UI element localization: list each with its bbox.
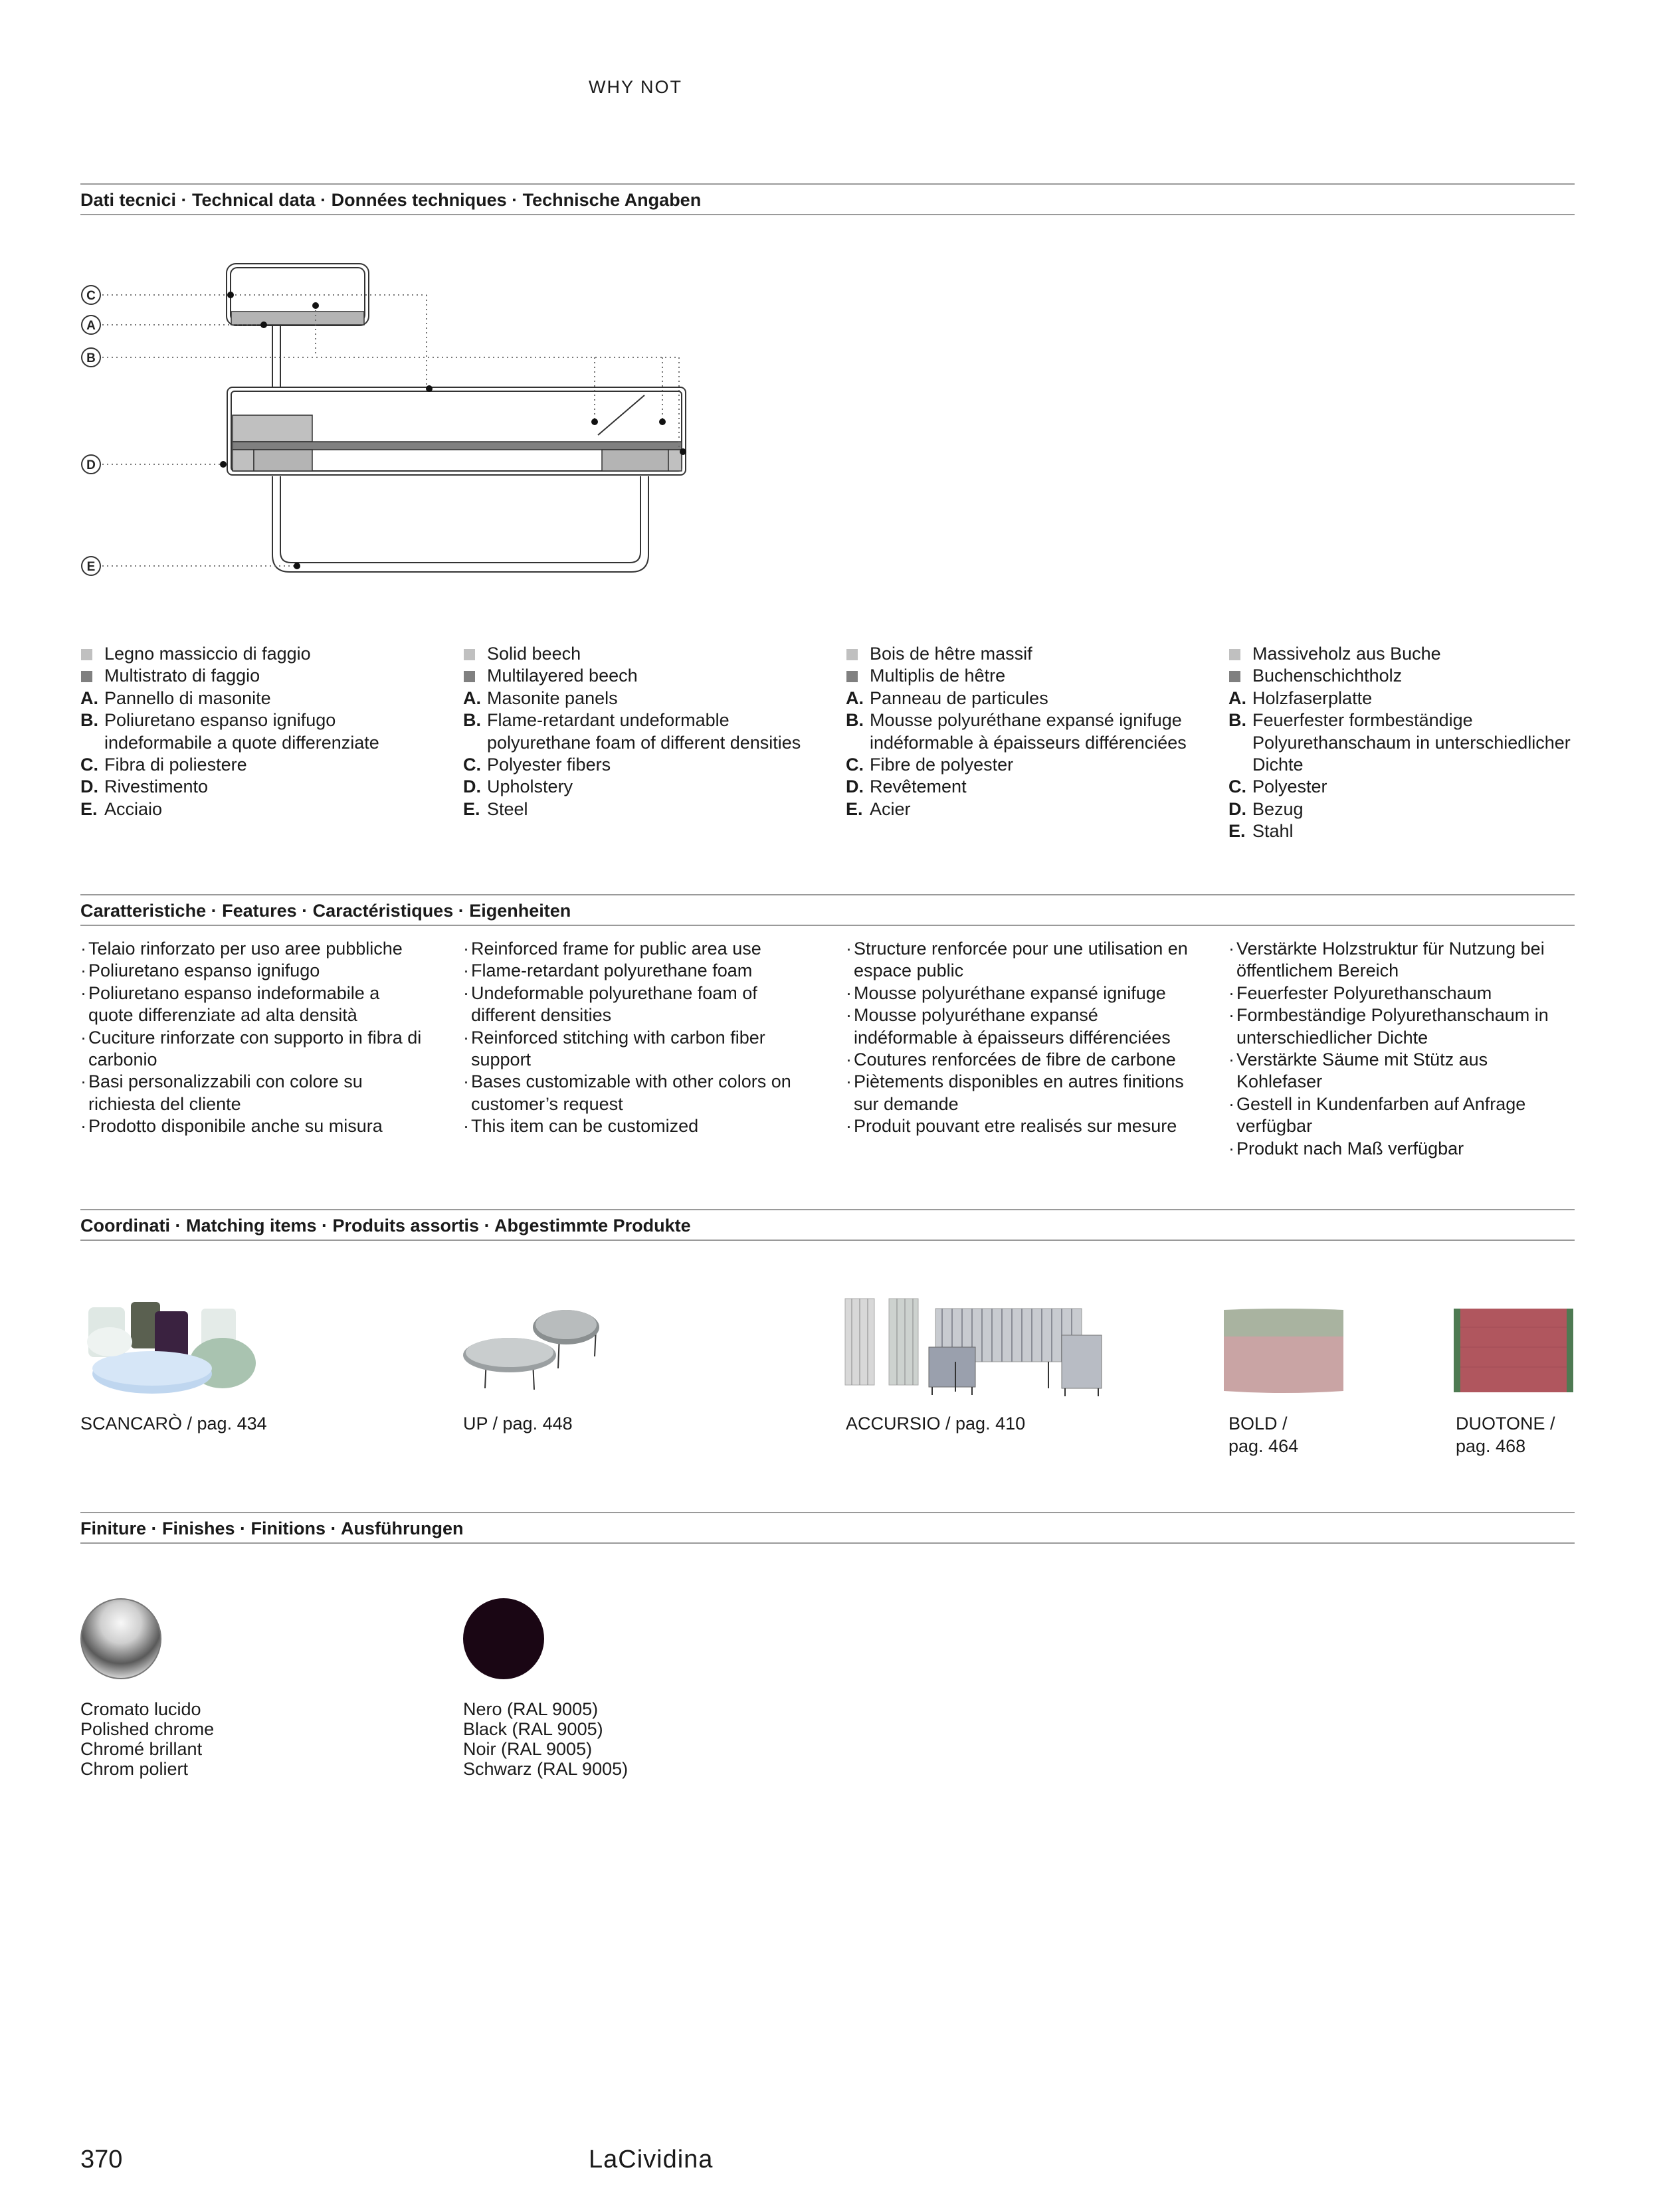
page-number: 370	[80, 2146, 123, 2173]
materials-fr	[846, 643, 1191, 820]
legend-item: A. Panneau de particules	[846, 688, 1048, 708]
feature-item: · Mousse polyuréthane expansé indéformable à épaisseurs différenciées	[846, 1004, 1191, 1049]
callout-label: C	[86, 289, 96, 303]
features-it	[80, 938, 426, 1138]
legend-item: C. Fibra di poliestere	[80, 755, 247, 775]
legend-item: C. Polyester fibers	[463, 755, 611, 775]
section-rule-bottom	[80, 1542, 1575, 1544]
matching-label: UP / pag. 448	[463, 1414, 573, 1433]
legend-item: B. Mousse polyuréthane expansé ignifuge indéformable à épaisseurs différenciées	[846, 710, 1187, 753]
legend-item: Bois de hêtre massif	[846, 643, 1191, 665]
legend-item: E. Acier	[846, 798, 911, 819]
legend-item: D. Revêtement	[846, 777, 967, 797]
feature-item: · Poliuretano espanso indeformabile a quote differenziate ad alta densità	[80, 982, 426, 1027]
callout-label: A	[86, 319, 96, 333]
bold-image[interactable]	[1221, 1307, 1346, 1395]
matching-label: DUOTONE /	[1456, 1414, 1555, 1433]
matching-label: ACCURSIO / pag. 410	[846, 1414, 1026, 1433]
legend-item: Multiplis de hêtre	[846, 665, 1191, 687]
feature-item: · Telaio rinforzato per uso aree pubbliche	[80, 938, 426, 960]
section-rule-bottom	[80, 1240, 1575, 1241]
feature-item: · Piètements disponibles en autres finitions sur demande	[846, 1071, 1191, 1115]
solid-beech-swatch	[81, 649, 92, 660]
multilayer-beech-swatch	[81, 671, 92, 682]
matching-item-scancaro[interactable]	[80, 1412, 267, 1435]
solid-beech-swatch	[1229, 649, 1240, 660]
feature-item: · Reinforced stitching with carbon fiber support	[463, 1027, 809, 1071]
feature-item: · Bases customizable with other colors on customer’s request	[463, 1071, 809, 1115]
matching-item-duotone[interactable]	[1456, 1412, 1555, 1457]
section-title-matching: Coordinati · Matching items · Produits assortis · Abgestimmte Produkte	[80, 1216, 691, 1236]
legend-item: C. Polyester	[1228, 777, 1327, 797]
duotone-image[interactable]	[1452, 1307, 1575, 1395]
feature-item: · Poliuretano espanso ignifugo	[80, 960, 426, 982]
chrome-finish-swatch[interactable]	[80, 1598, 161, 1679]
finish-label: Polished chrome	[80, 1719, 215, 1739]
feature-item: · Undeformable polyurethane foam of different densities	[463, 982, 809, 1027]
features-en	[463, 938, 809, 1138]
feature-item: · Basi personalizzabili con colore su richiesta del cliente	[80, 1071, 426, 1115]
solid-beech-swatch	[846, 649, 858, 660]
feature-item: · Feuerfester Polyurethanschaum	[1228, 982, 1574, 1004]
matching-item-up[interactable]	[463, 1412, 573, 1435]
feature-item: · Produkt nach Maß verfügbar	[1228, 1138, 1574, 1160]
feature-item: · Coutures renforcées de fibre de carbone	[846, 1049, 1191, 1071]
legend-item: E. Acciaio	[80, 798, 163, 819]
finish-label: Chrom poliert	[80, 1759, 189, 1779]
brand-name: LaCividina	[589, 2146, 714, 2173]
matching-label: SCANCARÒ / pag. 434	[80, 1414, 267, 1433]
materials-en	[463, 643, 809, 820]
finish-label: Chromé brillant	[80, 1739, 203, 1759]
legend-item: A. Masonite panels	[463, 688, 618, 708]
finish-chrome-labels	[80, 1699, 214, 1779]
feature-item: · Prodotto disponibile anche su misura	[80, 1115, 426, 1137]
legend-item: Legno massiccio di faggio	[80, 643, 426, 665]
finish-label: Cromato lucido	[80, 1699, 201, 1719]
legend-item: Multistrato di faggio	[80, 665, 426, 687]
legend-item: D. Rivestimento	[80, 777, 209, 797]
legend-item: B. Poliuretano espanso ignifugo indeformabile a quote differenziate	[80, 710, 379, 753]
legend-item: D. Bezug	[1228, 798, 1304, 819]
finish-label: Nero (RAL 9005)	[463, 1699, 599, 1719]
finish-label: Schwarz (RAL 9005)	[463, 1759, 629, 1779]
matching-label: pag. 468	[1456, 1436, 1526, 1456]
legend-item: E. Stahl	[1228, 821, 1294, 842]
finish-black-labels	[463, 1699, 628, 1779]
section-rule-top	[80, 183, 1575, 185]
matching-label: pag. 464	[1228, 1436, 1299, 1456]
section-title-finishes: Finiture · Finishes · Finitions · Ausführungen	[80, 1519, 464, 1538]
section-title-features: Caratteristiche · Features · Caractéristiques · Eigenheiten	[80, 901, 571, 921]
legend-item: E. Steel	[463, 798, 528, 819]
legend-item: B. Flame-retardant undeformable polyurethane foam of different densities	[463, 710, 801, 753]
multilayer-beech-swatch	[846, 671, 858, 682]
features-de	[1228, 938, 1574, 1160]
finish-label: Black (RAL 9005)	[463, 1719, 603, 1739]
section-title-technical: Dati tecnici · Technical data · Données techniques · Technische Angaben	[80, 190, 702, 210]
technical-drawing	[73, 256, 698, 588]
callout-label: D	[86, 458, 96, 472]
feature-item: · Gestell in Kundenfarben auf Anfrage verfügbar	[1228, 1093, 1574, 1138]
matching-item-bold[interactable]	[1228, 1412, 1298, 1457]
feature-item: · This item can be customized	[463, 1115, 809, 1137]
legend-item: A. Pannello di masonite	[80, 688, 271, 708]
feature-item: · Verstärkte Säume mit Stütz aus Kohlefaser	[1228, 1049, 1574, 1093]
section-rule-top	[80, 1209, 1575, 1210]
legend-item: D. Upholstery	[463, 777, 573, 797]
feature-item: · Cuciture rinforzate con supporto in fibra di carbonio	[80, 1027, 426, 1071]
features-fr	[846, 938, 1191, 1138]
legend-item: Multilayered beech	[463, 665, 809, 687]
product-name: WHY NOT	[589, 77, 682, 97]
legend-item: B. Feuerfester formbeständige Polyurethanschaum in unterschiedlicher Dichte	[1228, 710, 1571, 775]
feature-item: · Verstärkte Holzstruktur für Nutzung bei öffentlichem Bereich	[1228, 938, 1574, 982]
feature-item: · Flame-retardant polyurethane foam	[463, 960, 809, 982]
legend-item: C. Fibre de polyester	[846, 755, 1014, 775]
legend-item: A. Holzfaserplatte	[1228, 688, 1373, 708]
feature-item: · Structure renforcée pour une utilisation en espace public	[846, 938, 1191, 982]
multilayer-beech-swatch	[464, 671, 475, 682]
matching-label: BOLD /	[1228, 1414, 1288, 1433]
feature-item: · Formbeständige Polyurethanschaum in unterschiedlicher Dichte	[1228, 1004, 1574, 1049]
legend-item: Buchenschichtholz	[1228, 665, 1574, 687]
materials-it	[80, 643, 426, 820]
multilayer-beech-swatch	[1229, 671, 1240, 682]
section-rule-bottom	[80, 214, 1575, 215]
callout-label: E	[86, 560, 96, 574]
section-rule-bottom	[80, 925, 1575, 926]
legend-item: Massiveholz aus Buche	[1228, 643, 1574, 665]
section-rule-top	[80, 1512, 1575, 1513]
matching-item-accursio[interactable]	[846, 1412, 1025, 1435]
materials-de	[1228, 643, 1574, 843]
black-finish-swatch[interactable]	[463, 1598, 544, 1679]
section-rule-top	[80, 894, 1575, 895]
up-image[interactable]	[460, 1302, 606, 1395]
legend-item: Solid beech	[463, 643, 809, 665]
finish-label: Noir (RAL 9005)	[463, 1739, 593, 1759]
scancaro-image[interactable]	[83, 1295, 276, 1408]
feature-item: · Reinforced frame for public area use	[463, 938, 809, 960]
accursio-image[interactable]	[842, 1295, 1115, 1402]
feature-item: · Mousse polyuréthane expansé ignifuge	[846, 982, 1191, 1004]
solid-beech-swatch	[464, 649, 475, 660]
callout-label: B	[86, 351, 96, 365]
feature-item: · Produit pouvant etre realisés sur mesure	[846, 1115, 1191, 1137]
